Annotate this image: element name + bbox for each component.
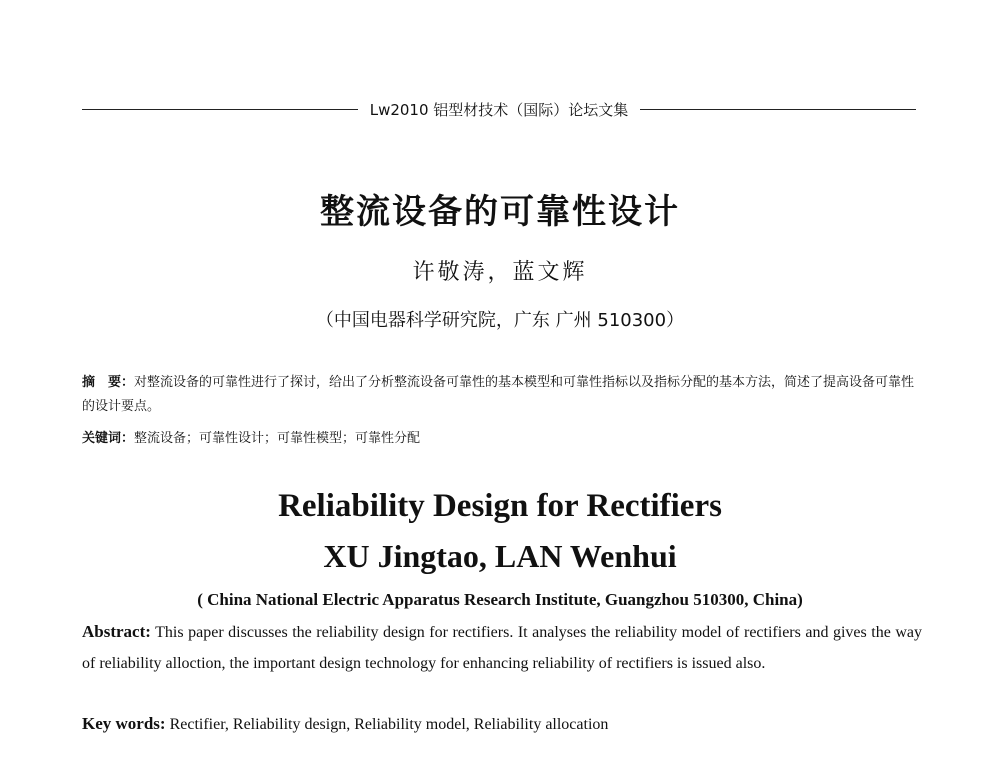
keywords-chinese	[82, 427, 922, 451]
keywords-english-text: Rectifier, Reliability design, Reliability model, Reliability allocation	[169, 716, 609, 733]
header-rule-left	[82, 109, 358, 110]
running-header	[82, 98, 916, 120]
title-english: Reliability Design for Rectifiers	[278, 488, 722, 524]
header-rule-right	[640, 109, 916, 110]
keywords-chinese-label: 关键词：	[82, 431, 135, 446]
keywords-english-label: Key words:	[82, 714, 166, 733]
header-text: Lw2010 铝型材技术（国际）论坛文集	[369, 100, 629, 119]
keywords-english	[82, 708, 922, 740]
keywords-chinese-text: 整流设备；可靠性设计；可靠性模型；可靠性分配	[134, 431, 421, 446]
affiliation-chinese: （中国电器科学研究院，广东 广州 510300）	[315, 310, 685, 331]
abstract-chinese-text: 对整流设备的可靠性进行了探讨，给出了分析整流设备可靠性的基本模型和可靠性指标以及指标分配的基本方法，简述了提高设备可靠性的设计要点。	[82, 375, 915, 414]
abstract-chinese-label: 摘 要：	[82, 375, 135, 390]
abstract-english-text: This paper discusses the reliability design for rectifiers. It analyses the reliability model of rectifiers and gives the way of reliability alloction, the important design technology for enhancing reliability of rectifiers is issued also.	[82, 624, 922, 672]
authors-english: XU Jingtao, LAN Wenhui	[323, 538, 677, 574]
title-chinese: 整流设备的可靠性设计	[320, 192, 680, 232]
authors-chinese: 许敬涛，蓝文辉	[412, 260, 588, 285]
abstract-english-label: Abstract:	[82, 622, 151, 641]
affiliation-english: ( China National Electric Apparatus Research Institute, Guangzhou 510300, China)	[197, 590, 803, 609]
abstract-english	[82, 616, 922, 679]
abstract-chinese	[82, 371, 922, 419]
